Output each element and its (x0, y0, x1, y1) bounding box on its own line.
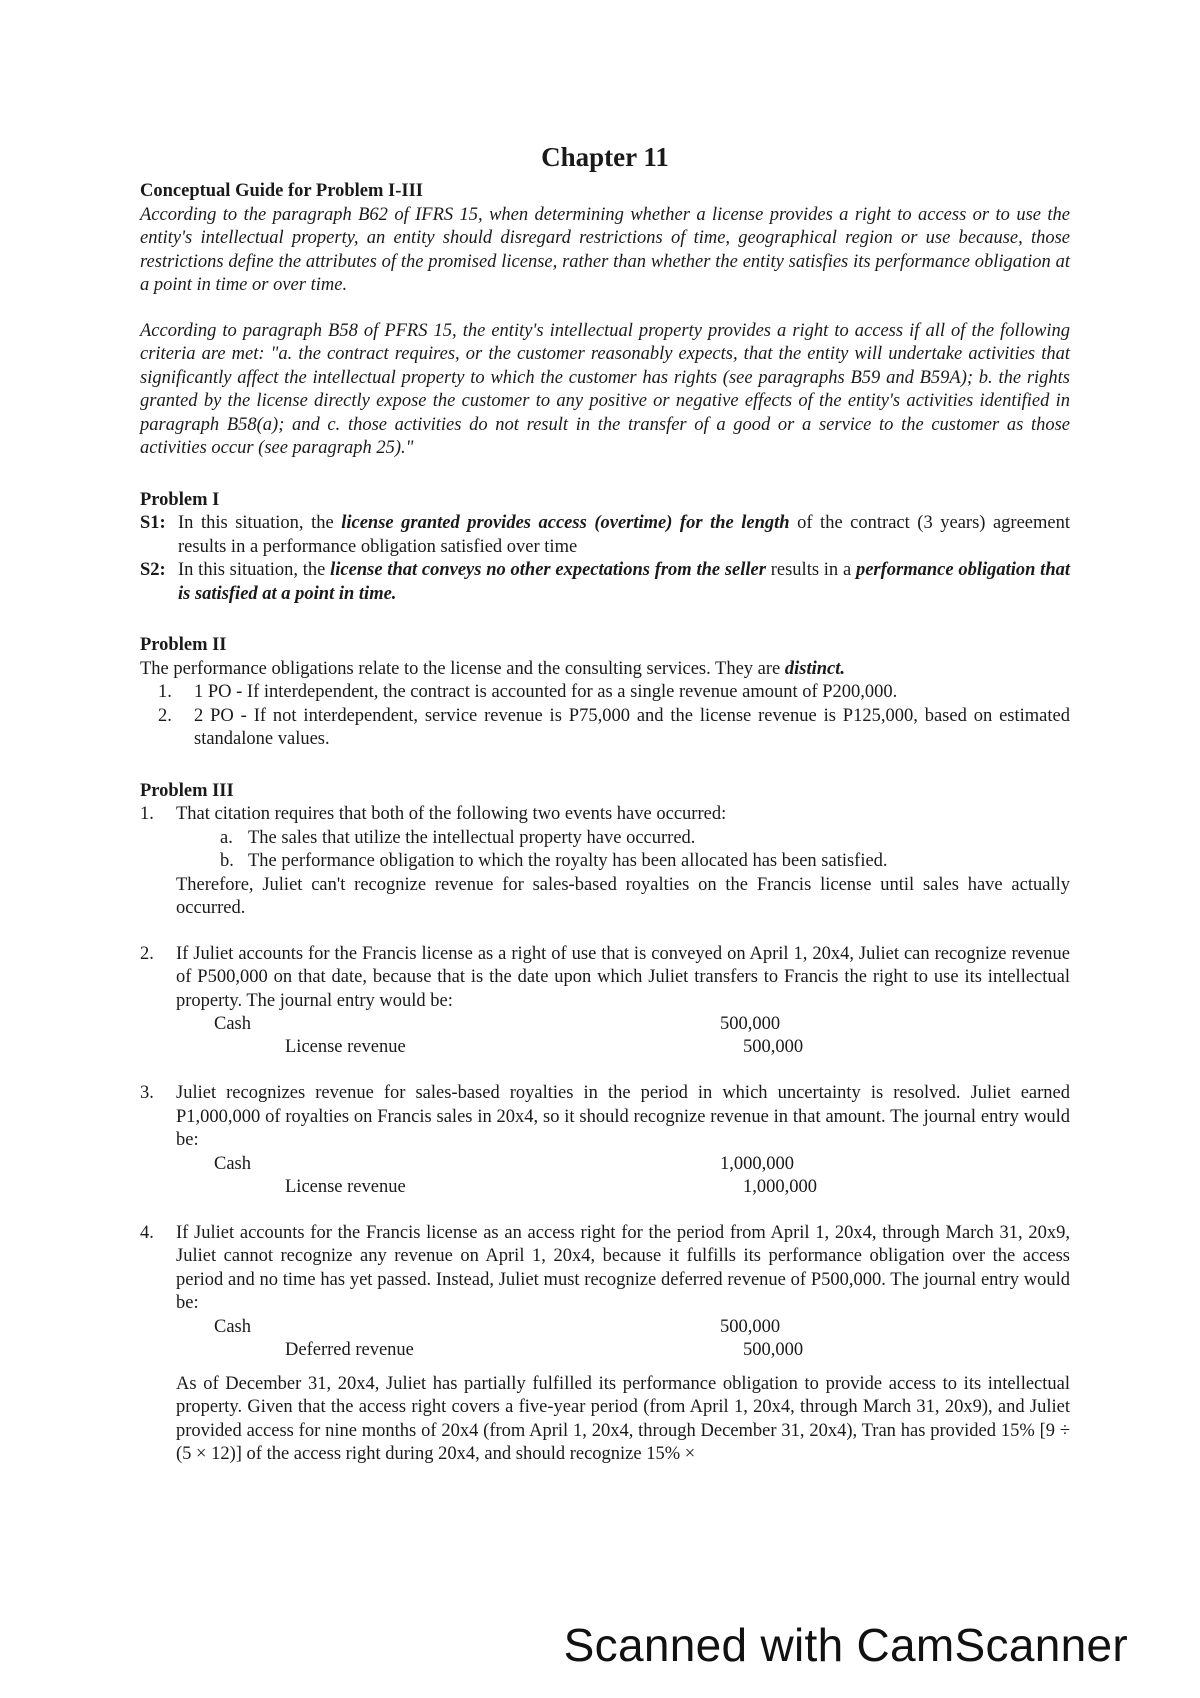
s2-text-pre: In this situation, the (178, 560, 331, 580)
journal-entry (140, 1013, 1070, 1060)
s2-text-emphasis-1: license that conveys no other expectations from the seller (330, 560, 766, 580)
credit-amount: 1,000,000 (743, 1176, 817, 1197)
list-item-number: 2. (158, 705, 172, 726)
debit-amount: 1,000,000 (720, 1153, 794, 1174)
list-item-text: That citation requires that both of the following two events have occurred: (176, 804, 727, 824)
journal-entry (140, 1153, 1070, 1200)
problem3-item-1 (140, 803, 1070, 827)
sub-item-text: The performance obligation to which the royalty has been allocated has been satisfied. (248, 851, 888, 871)
list-item (140, 681, 1070, 705)
document-page (140, 140, 1070, 1467)
sub-item-text: The sales that utilize the intellectual property have occurred. (248, 827, 696, 848)
list-item (140, 705, 1070, 752)
credit-amount: 500,000 (743, 1037, 804, 1057)
sub-item-letter: b. (220, 851, 234, 871)
sub-item-letter: a. (220, 827, 233, 848)
credit-account: Deferred revenue (285, 1339, 414, 1360)
s1-text-pre: In this situation, the (178, 513, 342, 533)
list-item-number: 4. (140, 1222, 154, 1243)
camscanner-watermark: Scanned with CamScanner (563, 1619, 1128, 1671)
guide-paragraph-1: According to the paragraph B62 of IFRS 15, when determining whether a license provides a right to access or to use the entity's intellectual property, an entity should disregard restrictions of time, geographical region or use because, those restrictions define the attributes of the promised license, rather than whether the entity satisfies its performance obligation at a point in time or over time. (140, 204, 1070, 295)
debit-account: Cash (214, 1153, 251, 1174)
credit-account: License revenue (285, 1176, 406, 1197)
list-item-text: 2 PO - If not interdependent, service revenue is P75,000 and the license revenue is P125,000, based on estimated standalone values. (194, 705, 1070, 749)
debit-account: Cash (214, 1316, 251, 1337)
list-item-number: 1. (158, 682, 172, 702)
problem3-item-2 (140, 943, 1070, 1014)
s1-text-emphasis: license granted provides access (overtime) for the length (341, 513, 790, 533)
credit-amount: 500,000 (743, 1339, 804, 1360)
list-item-number: 2. (140, 943, 154, 964)
guide-heading: Conceptual Guide for Problem I-III (140, 181, 423, 201)
list-item-text: 1 PO - If interdependent, the contract is accounted for as a single revenue amount of P200,000. (194, 682, 898, 702)
problem2-intro-emphasis: distinct. (784, 658, 846, 679)
item4-followup: As of December 31, 20x4, Juliet has partially fulfilled its performance obligation to provide access to its intellectual property. Given that the access right covers a five-year period (from April 1, 20x4, through March 31, 20x9), and Juliet provided access for nine months of 20x4 (from April 1, 20x4, through December 31, 20x4), Tran has provided 15% [9 ÷ (5 × 12)] of the access right during 20x4, and should recognize 15% × (176, 1373, 1070, 1464)
debit-amount: 500,000 (720, 1014, 781, 1034)
problem1-s2 (140, 559, 1070, 606)
list-item-number: 1. (140, 804, 154, 824)
s1-text-post: of the contract (3 years) agreement results in a performance obligation satisfied over time (178, 513, 1070, 557)
guide-paragraph-2: According to paragraph B58 of PFRS 15, the entity's intellectual property provides a right to access if all of the following criteria are met: "a. the contract requires, or the customer reasonably expects, that the entity will undertake activities that significantly affect the intellectual property to which the customer has rights (see paragraphs B59 and B59A); b. the rights granted by the license directly expose the customer to any positive or negative effects of the entity's activities identified in paragraph B58(a); and c. those activities do not result in the transfer of a good or a service to the customer as those activities occur (see paragraph 25)." (140, 320, 1070, 458)
problem2-heading: Problem II (140, 635, 227, 655)
problem2-intro (140, 658, 1070, 682)
item1-conclusion: Therefore, Juliet can't recognize revenue for sales-based royalties on the Francis license until sales have actually occurred. (176, 874, 1070, 918)
problem3-heading: Problem III (140, 780, 234, 801)
list-item-text: If Juliet accounts for the Francis license as a right of use that is conveyed on April 1, 20x4, Juliet can recognize revenue of P500,000 on that date, because that is the date upon which Juliet transfers to Francis the right to use its intellectual property. The journal entry would be: (176, 943, 1070, 1011)
debit-account: Cash (214, 1014, 251, 1034)
s2-label: S2: (140, 560, 166, 580)
problem2-intro-text: The performance obligations relate to the license and the consulting services. They are (140, 658, 785, 679)
problem3-item-3 (140, 1082, 1070, 1153)
problem1-heading: Problem I (140, 489, 220, 510)
list-item-number: 3. (140, 1083, 154, 1103)
credit-account: License revenue (285, 1037, 406, 1057)
s2-text-emphasis-2: performance obligation that is satisfied at a point in time. (178, 560, 1071, 604)
s2-text-mid: results in a (765, 560, 856, 580)
sub-list-item (140, 827, 1070, 851)
debit-amount: 500,000 (720, 1316, 781, 1337)
list-item-text: If Juliet accounts for the Francis license as an access right for the period from April 1, 20x4, through March 31, 20x9, Juliet cannot recognize any revenue on April 1, 20x4, because it fulfills its performance obligation over the access period and no time has yet passed. Instead, Juliet must recognize deferred revenue of P500,000. The journal entry would be: (176, 1222, 1070, 1313)
s1-label: S1: (140, 513, 166, 533)
journal-entry (140, 1316, 1070, 1363)
problem3-item-4 (140, 1222, 1070, 1316)
chapter-title: Chapter 11 (541, 142, 669, 172)
sub-list-item (140, 850, 1070, 874)
problem1-s1 (140, 512, 1070, 559)
list-item-text: Juliet recognizes revenue for sales-based royalties in the period in which uncertainty is resolved. Juliet earned P1,000,000 of royalties on Francis sales in 20x4, so it should recognize revenue in that amount. The journal entry would be: (176, 1083, 1070, 1150)
